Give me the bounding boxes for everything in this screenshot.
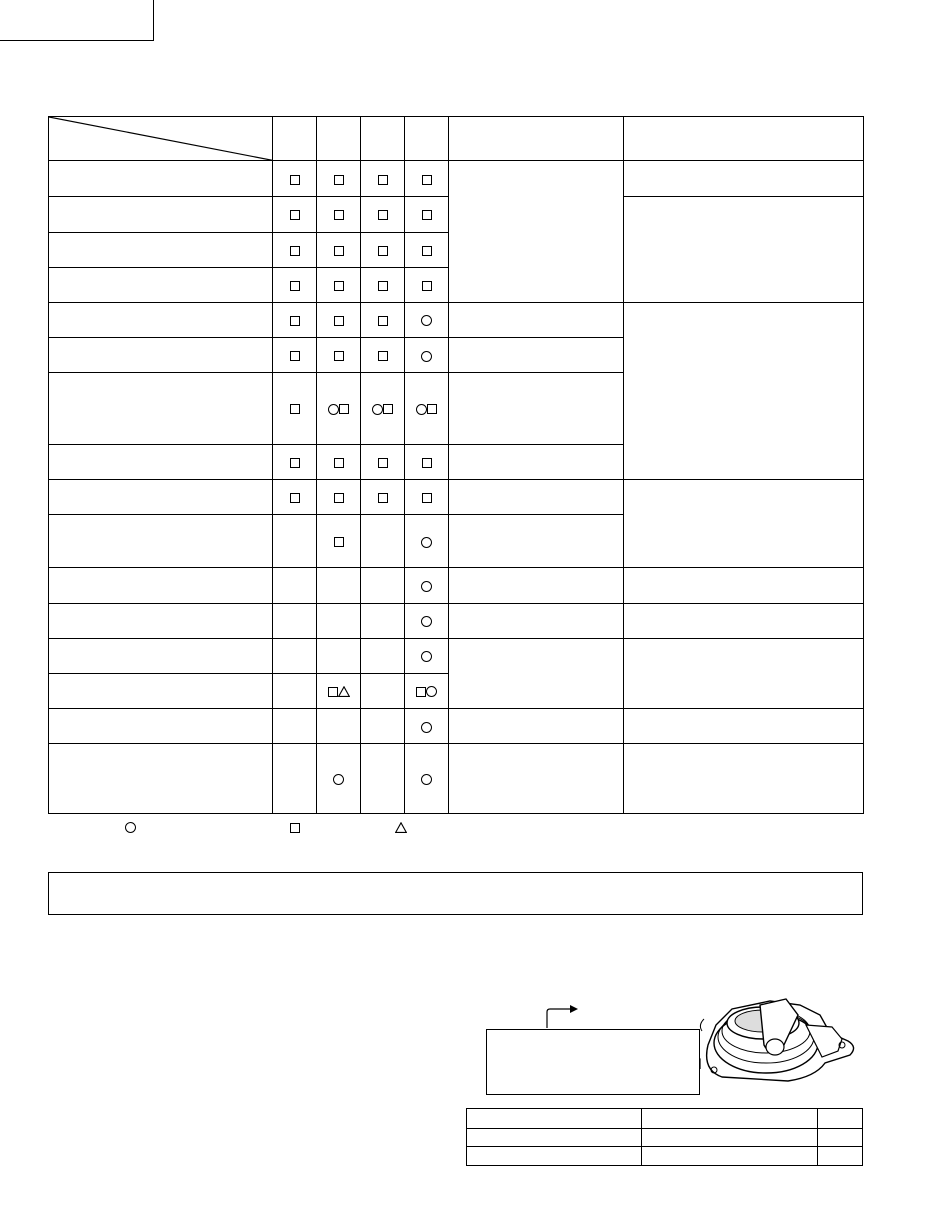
row-label [49, 709, 273, 744]
triangle-symbol [338, 686, 350, 697]
spec-cell [642, 1129, 818, 1147]
circle-symbol [333, 774, 344, 785]
cell [361, 709, 405, 744]
cell [317, 603, 361, 638]
cell [317, 444, 361, 479]
cell [405, 709, 449, 744]
cell [405, 744, 449, 814]
spec-cell [467, 1147, 642, 1166]
notes-cell [624, 709, 864, 744]
square-symbol [334, 246, 344, 256]
cell [317, 267, 361, 302]
cell [405, 373, 449, 444]
cell [273, 338, 317, 373]
row-label [49, 161, 273, 197]
circle-symbol [421, 537, 432, 548]
row-label [49, 674, 273, 709]
square-symbol [378, 175, 388, 185]
cell [317, 338, 361, 373]
cell [405, 515, 449, 568]
remarks-cell [449, 373, 624, 444]
legend-square-symbol [290, 823, 300, 833]
maintenance-table [48, 116, 864, 814]
circle-symbol [421, 722, 432, 733]
spec-cell [642, 1147, 818, 1166]
notes-cell [624, 568, 864, 603]
circle-symbol [421, 774, 432, 785]
table-row [49, 303, 864, 338]
cell [273, 303, 317, 338]
square-symbol [378, 351, 388, 361]
row-label [49, 373, 273, 444]
circle-symbol [328, 404, 339, 415]
row-label [49, 568, 273, 603]
square-symbol [378, 458, 388, 468]
notes-cell [624, 603, 864, 638]
square-symbol [422, 281, 432, 291]
cell [273, 674, 317, 709]
cell [317, 674, 361, 709]
square-symbol [378, 210, 388, 220]
square-symbol [290, 210, 300, 220]
row-label [49, 303, 273, 338]
cell [273, 267, 317, 302]
cell [361, 674, 405, 709]
legend-circle-symbol [125, 822, 136, 833]
table-row [467, 1147, 863, 1166]
cell [361, 197, 405, 232]
square-symbol [422, 210, 432, 220]
cell [273, 638, 317, 673]
remarks-cell [449, 444, 624, 479]
row-label [49, 479, 273, 514]
legend [0, 822, 950, 840]
cell [361, 303, 405, 338]
cell [361, 568, 405, 603]
notes-cell [624, 744, 864, 814]
spec-cell [818, 1109, 863, 1129]
cell [273, 161, 317, 197]
cell [361, 232, 405, 267]
square-symbol [290, 175, 300, 185]
square-symbol [334, 351, 344, 361]
cell [405, 303, 449, 338]
header-col-2 [317, 117, 361, 161]
cell [361, 373, 405, 444]
cell [361, 638, 405, 673]
notes-cell [624, 638, 864, 708]
cell [405, 161, 449, 197]
square-symbol [383, 404, 393, 414]
square-symbol [334, 537, 344, 547]
remarks-cell [449, 709, 624, 744]
remarks-cell [449, 303, 624, 338]
notes-cell [624, 479, 864, 567]
row-label [49, 197, 273, 232]
square-symbol [339, 404, 349, 414]
table-row [467, 1109, 863, 1129]
cell [273, 603, 317, 638]
cell [273, 744, 317, 814]
header-col-notes [624, 117, 864, 161]
square-symbol [334, 458, 344, 468]
table-row [49, 744, 864, 814]
square-symbol [334, 316, 344, 326]
cell [317, 161, 361, 197]
cell [405, 638, 449, 673]
cell [273, 373, 317, 444]
cell [273, 515, 317, 568]
spec-cell [818, 1129, 863, 1147]
header-col-remarks [449, 117, 624, 161]
cell [405, 603, 449, 638]
cell [273, 709, 317, 744]
cell [405, 674, 449, 709]
row-label [49, 232, 273, 267]
cell [317, 197, 361, 232]
circle-symbol [426, 686, 437, 697]
circle-symbol [421, 351, 432, 362]
header-col-1 [273, 117, 317, 161]
square-symbol [378, 493, 388, 503]
square-symbol [334, 175, 344, 185]
cell [361, 515, 405, 568]
square-symbol [334, 493, 344, 503]
cell [405, 568, 449, 603]
cell [273, 568, 317, 603]
table-row [49, 638, 864, 673]
row-label [49, 338, 273, 373]
row-label [49, 444, 273, 479]
table-header-row [49, 117, 864, 161]
square-symbol [427, 404, 437, 414]
cell [361, 444, 405, 479]
square-symbol [378, 246, 388, 256]
square-symbol [328, 687, 338, 697]
circle-symbol [416, 404, 427, 415]
cell [317, 744, 361, 814]
cell [317, 568, 361, 603]
row-label [49, 267, 273, 302]
table-row [49, 568, 864, 603]
cell [317, 232, 361, 267]
cell [273, 444, 317, 479]
square-symbol [334, 281, 344, 291]
square-symbol [422, 458, 432, 468]
cell [273, 197, 317, 232]
cell [361, 161, 405, 197]
circle-symbol [421, 616, 432, 627]
header-col-4 [405, 117, 449, 161]
table-row [467, 1129, 863, 1147]
table-row [49, 603, 864, 638]
cell [405, 232, 449, 267]
legend-triangle-symbol [395, 822, 407, 833]
cell [405, 267, 449, 302]
table-row [49, 479, 864, 514]
circle-symbol [372, 404, 383, 415]
square-symbol [416, 687, 426, 697]
cell [317, 303, 361, 338]
square-symbol [290, 316, 300, 326]
remarks-cell [449, 603, 624, 638]
row-label [49, 515, 273, 568]
square-symbol [290, 281, 300, 291]
note-box [48, 872, 863, 915]
notes-cell [624, 197, 864, 303]
cell [317, 638, 361, 673]
cell [361, 338, 405, 373]
row-label [49, 744, 273, 814]
spec-cell [642, 1109, 818, 1129]
cell [361, 479, 405, 514]
square-symbol [290, 404, 300, 414]
remarks-cell [449, 479, 624, 514]
square-symbol [422, 493, 432, 503]
page-corner-box [0, 0, 154, 41]
square-symbol [422, 246, 432, 256]
cell [405, 197, 449, 232]
callout-box [486, 1029, 700, 1095]
remarks-cell [449, 515, 624, 568]
cell [405, 479, 449, 514]
remarks-cell [449, 744, 624, 814]
cell [361, 744, 405, 814]
square-symbol [378, 281, 388, 291]
circle-symbol [421, 581, 432, 592]
table-row [49, 709, 864, 744]
cell [405, 338, 449, 373]
square-symbol [290, 493, 300, 503]
cell [317, 479, 361, 514]
notes-cell [624, 161, 864, 197]
cell [273, 479, 317, 514]
square-symbol [290, 458, 300, 468]
spec-cell [818, 1147, 863, 1166]
square-symbol [290, 351, 300, 361]
cell [317, 373, 361, 444]
circle-symbol [421, 651, 432, 662]
row-label [49, 603, 273, 638]
remarks-cell [449, 338, 624, 373]
cell [361, 267, 405, 302]
header-col-3 [361, 117, 405, 161]
square-symbol [334, 210, 344, 220]
remarks-cell [449, 568, 624, 603]
cell [317, 709, 361, 744]
remarks-cell [449, 638, 624, 708]
cell [273, 232, 317, 267]
spec-cell [467, 1109, 642, 1129]
spec-cell [467, 1129, 642, 1147]
row-label [49, 638, 273, 673]
square-symbol [378, 316, 388, 326]
cell [361, 603, 405, 638]
remarks-cell [449, 161, 624, 303]
square-symbol [422, 175, 432, 185]
square-symbol [290, 246, 300, 256]
cell [405, 444, 449, 479]
table-row [49, 161, 864, 197]
cell [317, 515, 361, 568]
circle-symbol [421, 315, 432, 326]
header-diagonal-cell [49, 117, 273, 161]
notes-cell [624, 303, 864, 480]
spec-table [466, 1108, 863, 1166]
